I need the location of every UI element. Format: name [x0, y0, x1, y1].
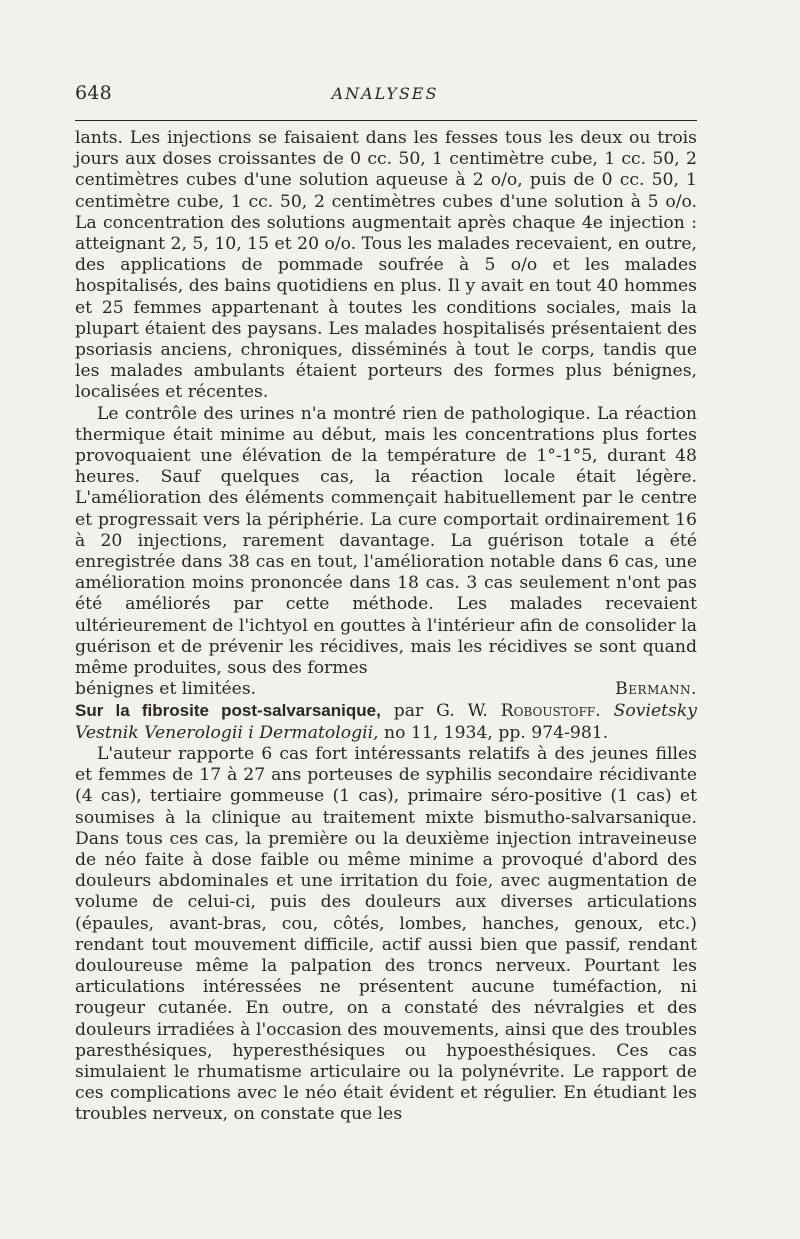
- header-rule: [75, 120, 697, 121]
- page-header: [75, 82, 695, 112]
- article1-paragraph1: lants. Les injections se faisaient dans les fesses tous les deux ou trois jours aux doses croissantes de 0 cc. 50, 1 centimètre cube, 1 cc. 50, 2 centimètres cubes d'une solution aqueuse à 2 o/o, puis de 0 cc. 50, 1 centimètre cube, 1 cc. 50, 2 centimètres cubes d'une solution à 5 o/o. La concentration des solutions augmentait après chaque 4e injection : atteignant 2, 5, 10, 15 et 20 o/o. Tous les malades recevaient, en outre, des applications de pommade soufrée à 5 o/o et les malades hospitalisés, des bains quotidiens en plus. Il y avait en tout 40 hommes et 25 femmes appartenant à toutes les conditions sociales, mais la plupart étaient des paysans. Les malades hospitalisés présentaient des psoriasis anciens, chroniques, disséminés à tout le corps, tandis que les malades ambulants étaient porteurs des formes plus bénignes, localisées et récentes.: [75, 128, 697, 403]
- running-title: ANALYSES: [331, 84, 439, 103]
- article2-by: par: [393, 701, 424, 722]
- article2-citation: no 11, 1934, pp. 974-981.: [384, 722, 609, 743]
- page-number: 648: [75, 82, 112, 104]
- article2-heading: [75, 700, 697, 743]
- article2-author: G. W. Roboustoff.: [436, 701, 601, 722]
- article2-paragraph1: L'auteur rapporte 6 cas fort intéressants relatifs à des jeunes filles et femmes de 17 à 27 ans porteuses de syphilis secondaire récidivante (4 cas), tertiaire gommeuse (1 cas), primaire séro-positive (1 cas) et soumises à la clinique au traitement mixte bismutho-salvarsanique. Dans tous ces cas, la première ou la deuxième injection intraveineuse de néo faite à dose faible ou même minime a provoqué d'abord des douleurs abdominales et une irritation du foie, avec augmentation de volume de celui-ci, puis des douleurs aux diverses articulations (épaules, avant-bras, cou, côtés, lombes, hanches, genoux, etc.) rendant tout mouvement difficile, actif aussi bien que passif, rendant douloureuse même la palpation des troncs nerveux. Pourtant les articulations intéressées ne présentent aucune tuméfaction, ni rougeur cutanée. En outre, on a constaté des névralgies et des douleurs irradiées à l'occasion des mouvements, ainsi que des troubles paresthésiques, hyperesthésiques ou hypoesthésiques. Ces cas simulaient le rhumatisme articulaire ou la polynévrite. Le rapport de ces complications avec le néo était évident et régulier. En étudiant les troubles nerveux, on constate que les: [75, 743, 697, 1125]
- article1-paragraph2: Le contrôle des urines n'a montré rien de pathologique. La réaction thermique était minime au début, mais les concentrations plus fortes provoquaient une élévation de la température de 1°-1°5, durant 48 heures. Sauf quelques cas, la réaction locale était légère. L'amélioration des éléments commençait habituellement par le centre et progressait vers la périphérie. La cure comportait ordinairement 16 à 20 injections, rarement davantage. La guérison totale a été enregistrée dans 38 cas en tout, l'amélioration notable dans 6 cas, une amélioration moins prononcée dans 18 cas. 3 cas seulement n'ont pas été améliorés par cette méthode. Les malades recevaient ultérieurement de l'ichtyol en gouttes à l'intérieur afin de consolider la guérison et de prévenir les récidives, mais les récidives se sont quand même produites, sous des formes: [75, 403, 697, 679]
- article2-journal: Sovietsky Vestnik Venerologii i Dermatologii,: [75, 701, 697, 743]
- article2-title: Sur la fibrosite post-salvarsanique,: [75, 701, 381, 721]
- article1-signature-line: [75, 679, 697, 700]
- article1-paragraph2-last-line: bénignes et limitées.: [75, 679, 257, 700]
- article1-signature: Bermann.: [615, 679, 697, 700]
- body-text: [75, 128, 697, 1126]
